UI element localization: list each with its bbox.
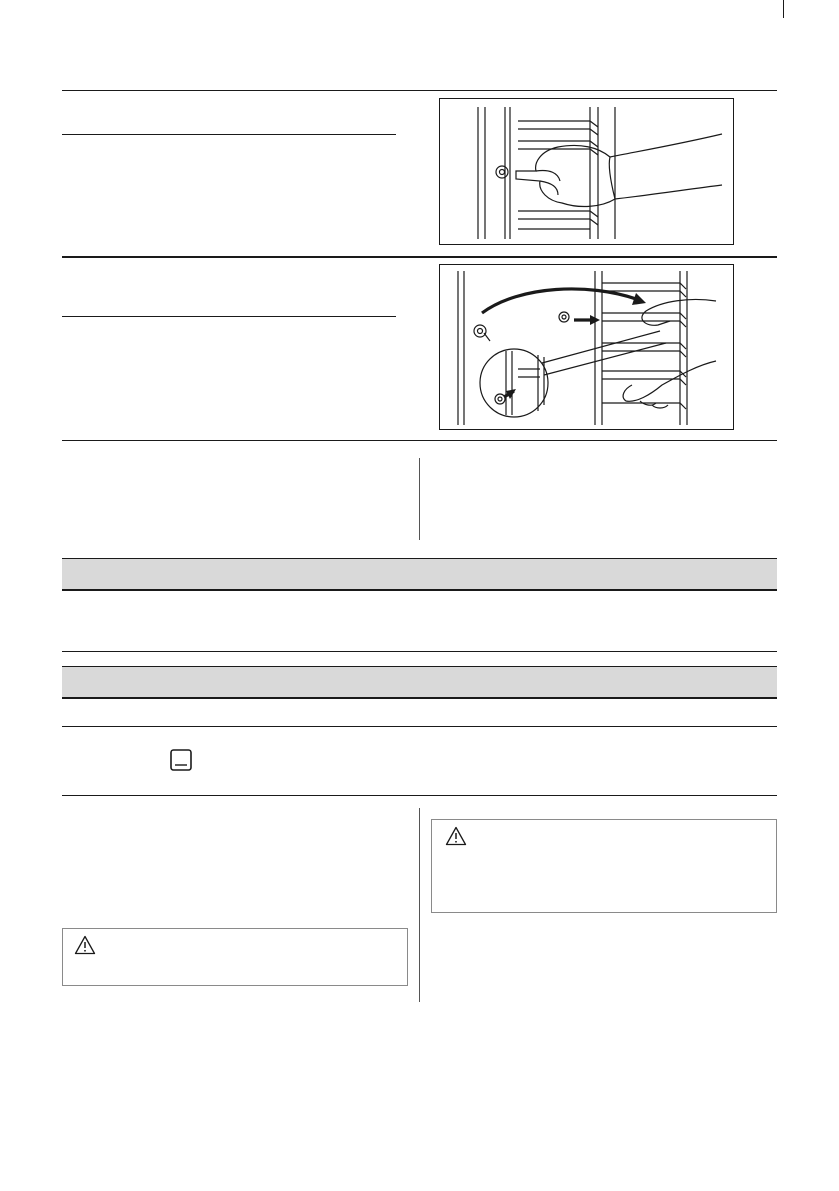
band-bottom-rule (62, 697, 777, 699)
page-edge-mark (783, 0, 784, 18)
table-rule (62, 651, 777, 652)
section-divider (62, 440, 777, 441)
column-divider (419, 458, 420, 540)
warning-triangle-icon (74, 935, 96, 955)
shelf-support-hook-figure (439, 264, 734, 430)
warning-box-left (62, 928, 408, 986)
oven-appliance-icon (170, 749, 192, 771)
band-bottom-rule (62, 589, 777, 591)
section-divider (62, 90, 777, 91)
section-heading-band (62, 667, 777, 697)
section-heading-band (62, 559, 777, 589)
section-divider (62, 256, 777, 258)
text-underline (62, 316, 396, 317)
shelf-support-removal-illustration (440, 99, 734, 245)
shelf-support-hook-illustration (440, 265, 734, 430)
warning-triangle-icon (445, 826, 467, 846)
shelf-support-removal-figure (439, 98, 734, 245)
table-rule (62, 795, 777, 796)
table-rule (62, 726, 777, 727)
warning-box-right (431, 819, 777, 913)
text-underline (62, 134, 396, 135)
column-divider (419, 808, 420, 1002)
